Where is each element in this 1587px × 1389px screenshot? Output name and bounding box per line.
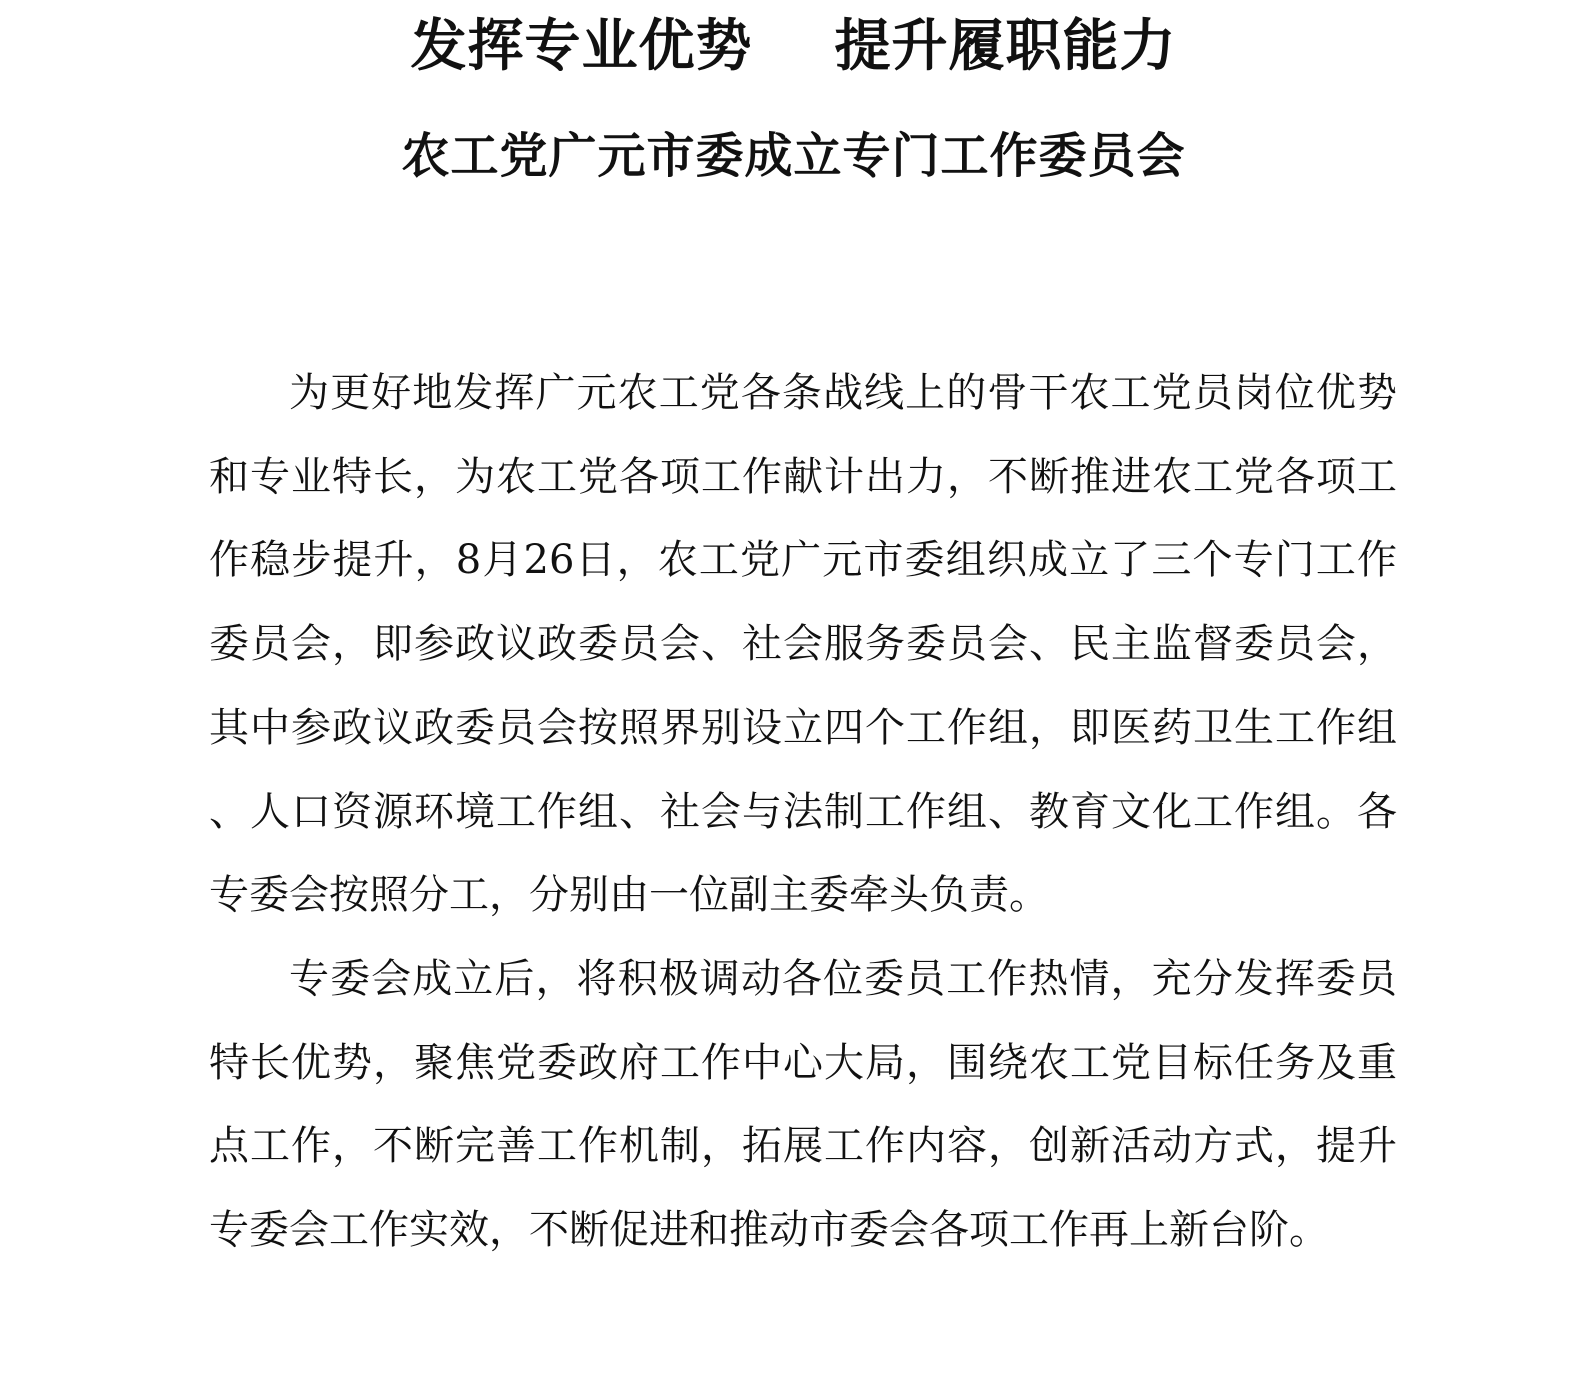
article-body	[209, 352, 1397, 1273]
page-subtitle: 农工党广元市委成立专门工作委员会	[401, 128, 1186, 184]
paragraph-2: 专委会成立后，将积极调动各位委员工作热情，充分发挥委员特长优势，聚焦党委政府工作中心大局，围绕农工党目标任务及重点工作，不断完善工作机制，拓展工作内容，创新活动方式，提升专委会工作实效，不断促进和推动市委会各项工作再上新台阶。	[209, 955, 1397, 1254]
paragraph-1: 为更好地发挥广元农工党各条战线上的骨干农工党员岗位优势和专业特长，为农工党各项工作献计出力，不断推进农工党各项工作稳步提升，8月26日，农工党广元市委组织成立了三个专门工作委员会，即参政议政委员会、社会服务委员会、民主监督委员会，其中参政议政委员会按照界别设立四个工作组，即医药卫生工作组、人口资源环境工作组、社会与法制工作组、教育文化工作组。各专委会按照分工，分别由一位副主委牵头负责。	[209, 370, 1397, 919]
page-title: 发挥专业优势 提升履职能力	[410, 13, 1177, 79]
